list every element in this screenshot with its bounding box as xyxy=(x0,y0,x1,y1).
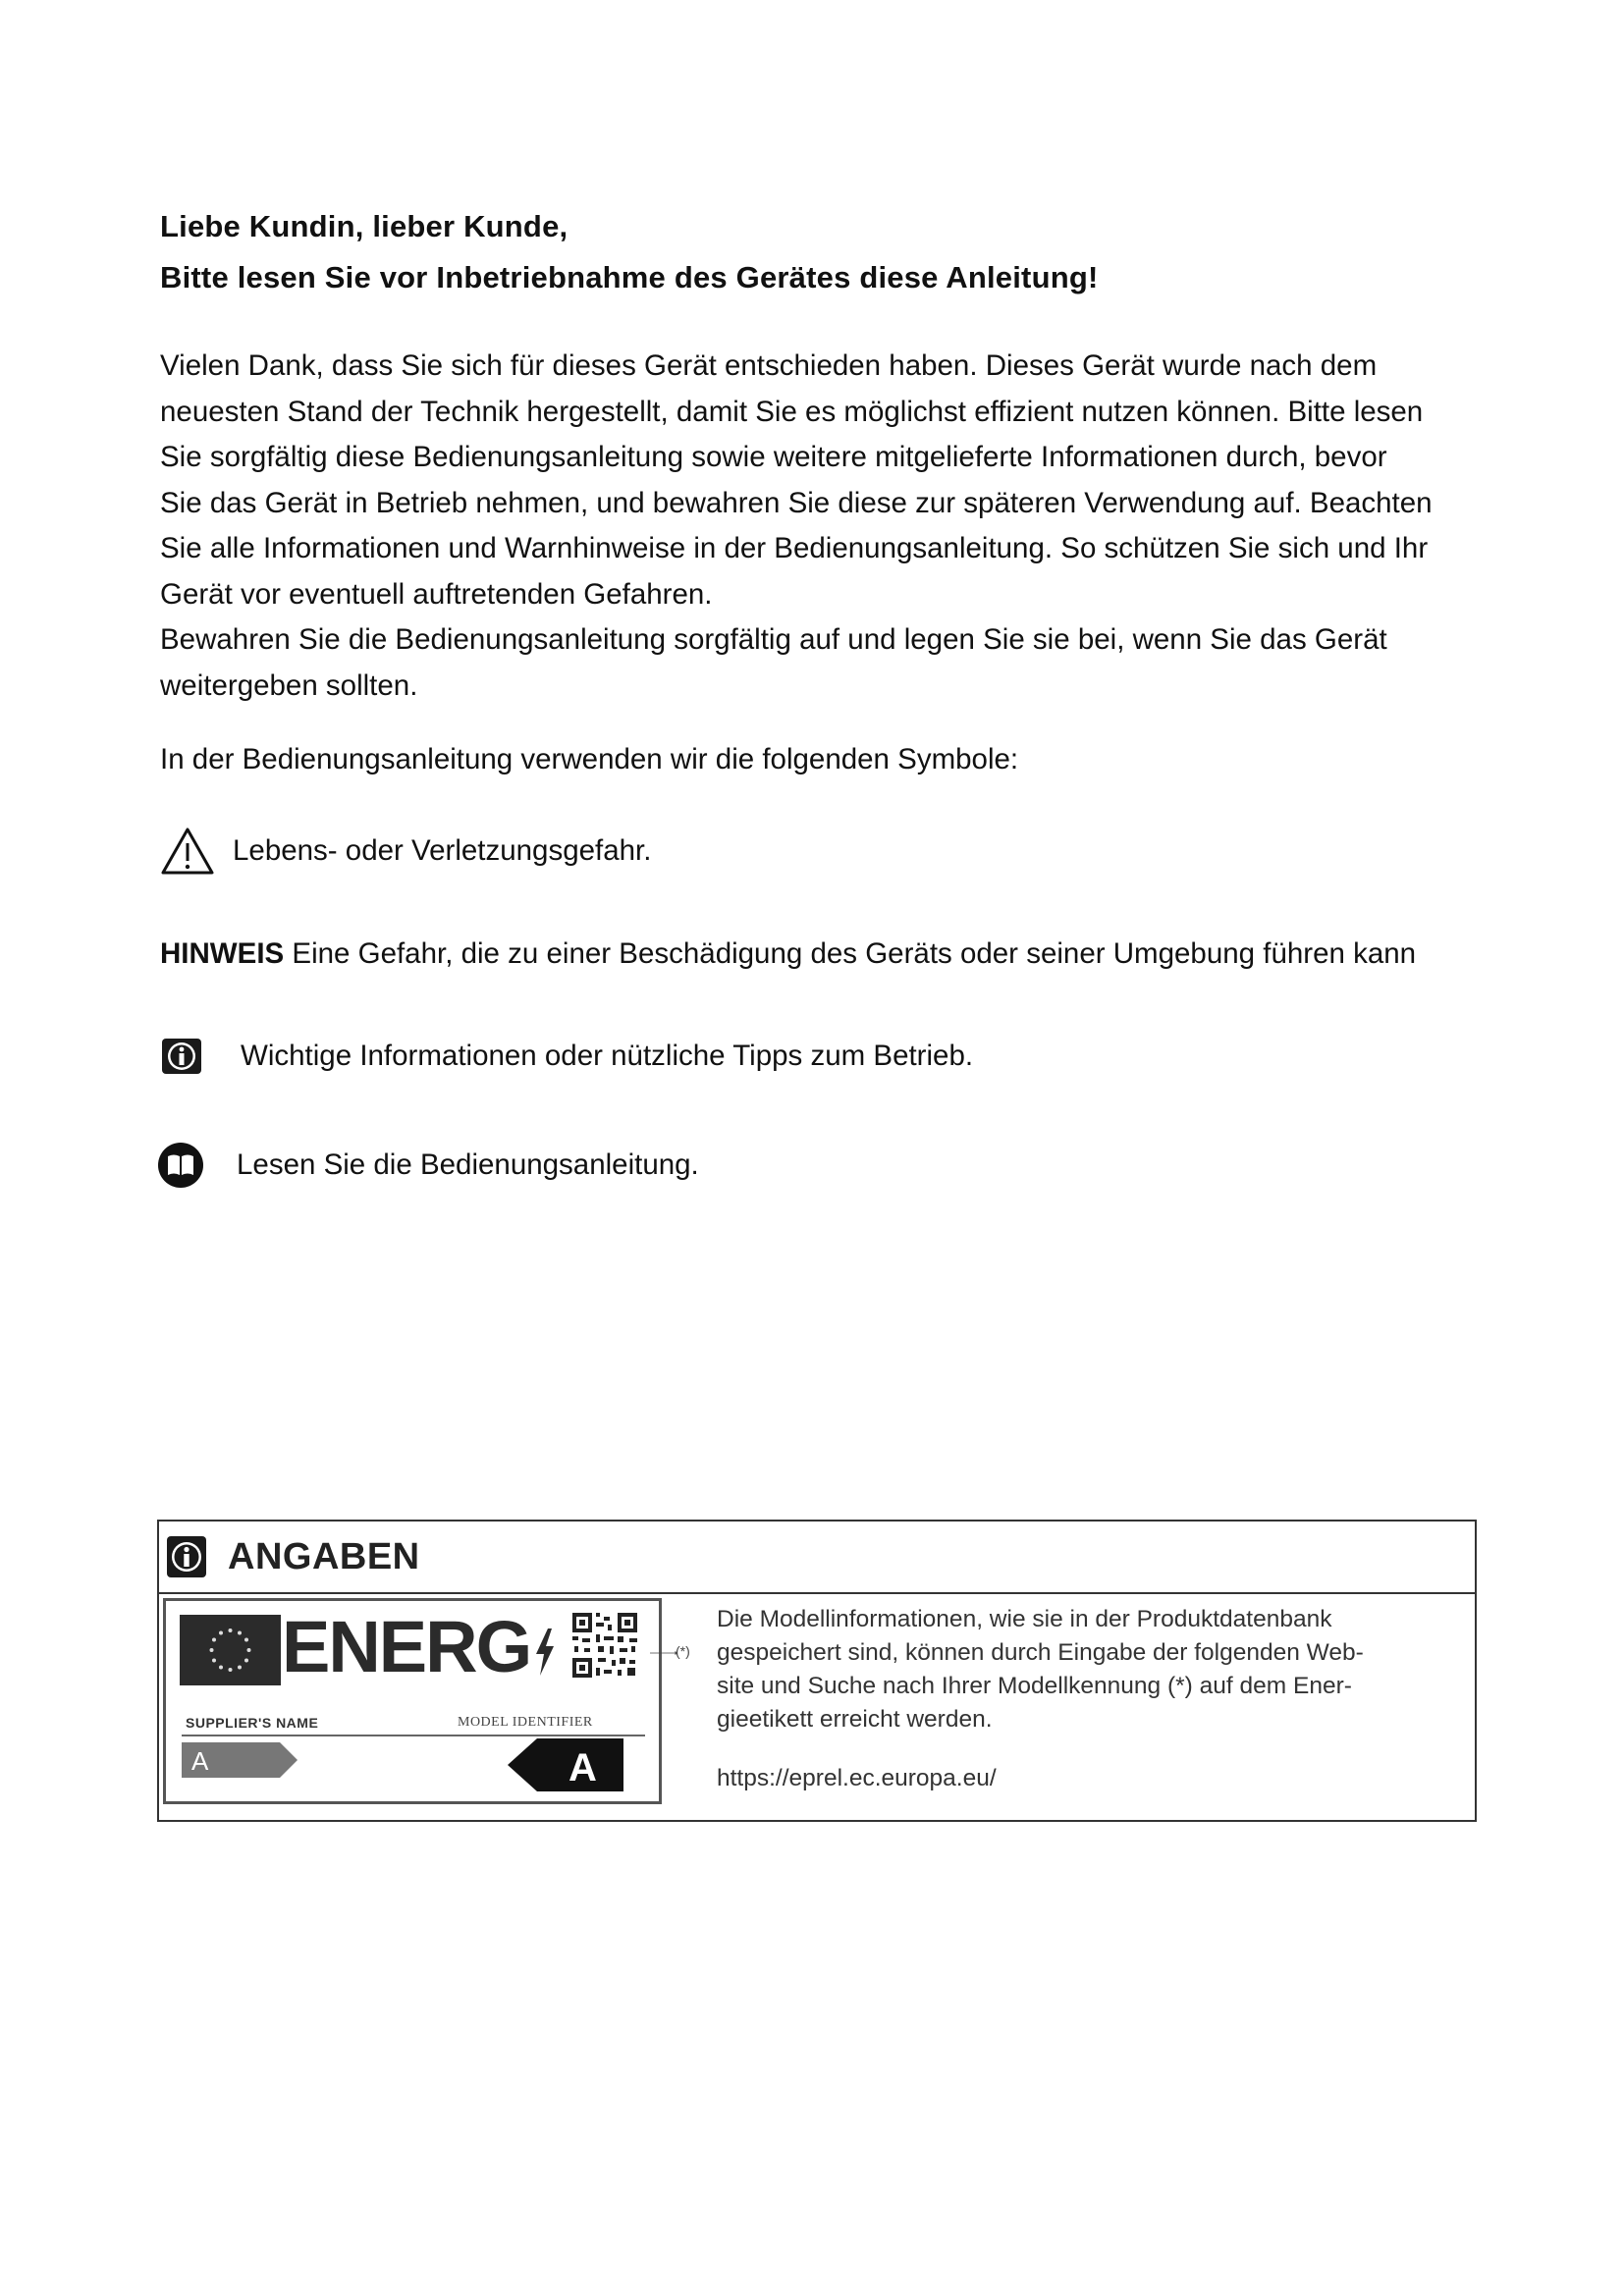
manual-text: Lesen Sie die Bedienungsanleitung. xyxy=(237,1148,699,1181)
intro-line: Vielen Dank, dass Sie sich für dieses Gerät entschieden haben. Dieses Gerät wurde nach dem xyxy=(160,349,1378,382)
asterisk-note: (*) xyxy=(676,1643,690,1659)
note-keyword: HINWEIS xyxy=(160,937,285,970)
class-right-text: A xyxy=(568,1746,597,1789)
intro-line: Sie alle Informationen und Warnhinweise in der Bedienungsanleitung. So schützen Sie sich und Ihr xyxy=(160,532,1429,564)
angaben-text-line: Die Modellinformationen, wie sie in der Produktdatenbank xyxy=(717,1606,1332,1632)
intro-line: weitergeben sollten. xyxy=(160,668,418,702)
symbol-manual-row xyxy=(160,1141,699,1190)
symbols-intro: In der Bedienungsanleitung verwenden wir die folgenden Symbole: xyxy=(160,743,1019,775)
lightning-icon xyxy=(532,1627,558,1678)
energy-label xyxy=(163,1598,662,1804)
angaben-text-line: gespeichert sind, können durch Eingabe der folgenden Web- xyxy=(717,1639,1364,1666)
energy-label-brand xyxy=(282,1605,558,1688)
symbol-info-row xyxy=(160,1037,973,1076)
headline: Bitte lesen Sie vor Inbetriebnahme des Gerätes diese Anleitung! xyxy=(160,260,1099,294)
qr-code-icon xyxy=(570,1611,639,1680)
note-text: Eine Gefahr, die zu einer Beschädigung des Geräts oder seiner Umgebung führen kann xyxy=(284,937,1417,970)
intro-line: Bewahren Sie die Bedienungsanleitung sorgfältig auf und legen Sie sie bei, wenn Sie das Gerät xyxy=(160,623,1387,656)
class-left-text: A xyxy=(191,1746,209,1776)
angaben-text-line: site und Suche nach Ihrer Modellkennung (*) auf dem Ener- xyxy=(717,1673,1352,1699)
info-icon xyxy=(165,1534,208,1579)
angaben-header xyxy=(159,1522,1475,1594)
info-icon xyxy=(160,1037,203,1076)
intro-line: Sie sorgfältig diese Bedienungsanleitung sowie weitere mitgelieferte Informationen durch, bevor xyxy=(160,441,1387,473)
intro-paragraph xyxy=(160,344,1476,709)
greeting: Liebe Kundin, lieber Kunde, xyxy=(160,209,568,243)
supplier-name-label: SUPPLIER'S NAME xyxy=(186,1715,319,1731)
warning-text: Lebens- oder Verletzungsgefahr. xyxy=(233,834,652,867)
angaben-title: ANGABEN xyxy=(228,1535,420,1577)
intro-line: neuesten Stand der Technik hergestellt, damit Sie es möglichst effizient nutzen können. Bitte lesen xyxy=(160,395,1424,428)
intro-line: Sie das Gerät in Betrieb nehmen, und bewahren Sie diese zur späteren Verwendung auf. Beachten xyxy=(160,486,1433,519)
symbol-note-row xyxy=(160,937,1416,971)
energy-class-arrow-right xyxy=(508,1736,625,1793)
angaben-text-line: gieetikett erreicht werden. xyxy=(717,1706,993,1733)
book-icon xyxy=(156,1141,205,1190)
warning-triangle-icon xyxy=(160,827,215,876)
symbol-warning-row xyxy=(160,827,651,876)
angaben-text xyxy=(717,1603,1463,1736)
model-identifier-label: MODEL IDENTIFIER xyxy=(458,1715,593,1730)
energy-class-arrow-left xyxy=(182,1740,299,1780)
info-text: Wichtige Informationen oder nützliche Tipps zum Betrieb. xyxy=(241,1040,974,1072)
eprel-url[interactable]: https://eprel.ec.europa.eu/ xyxy=(717,1765,997,1791)
energ-text: ENERG xyxy=(282,1606,531,1687)
angaben-box xyxy=(157,1520,1477,1822)
intro-line: Gerät vor eventuell auftretenden Gefahren. xyxy=(160,577,713,611)
eu-flag-icon xyxy=(180,1615,281,1685)
